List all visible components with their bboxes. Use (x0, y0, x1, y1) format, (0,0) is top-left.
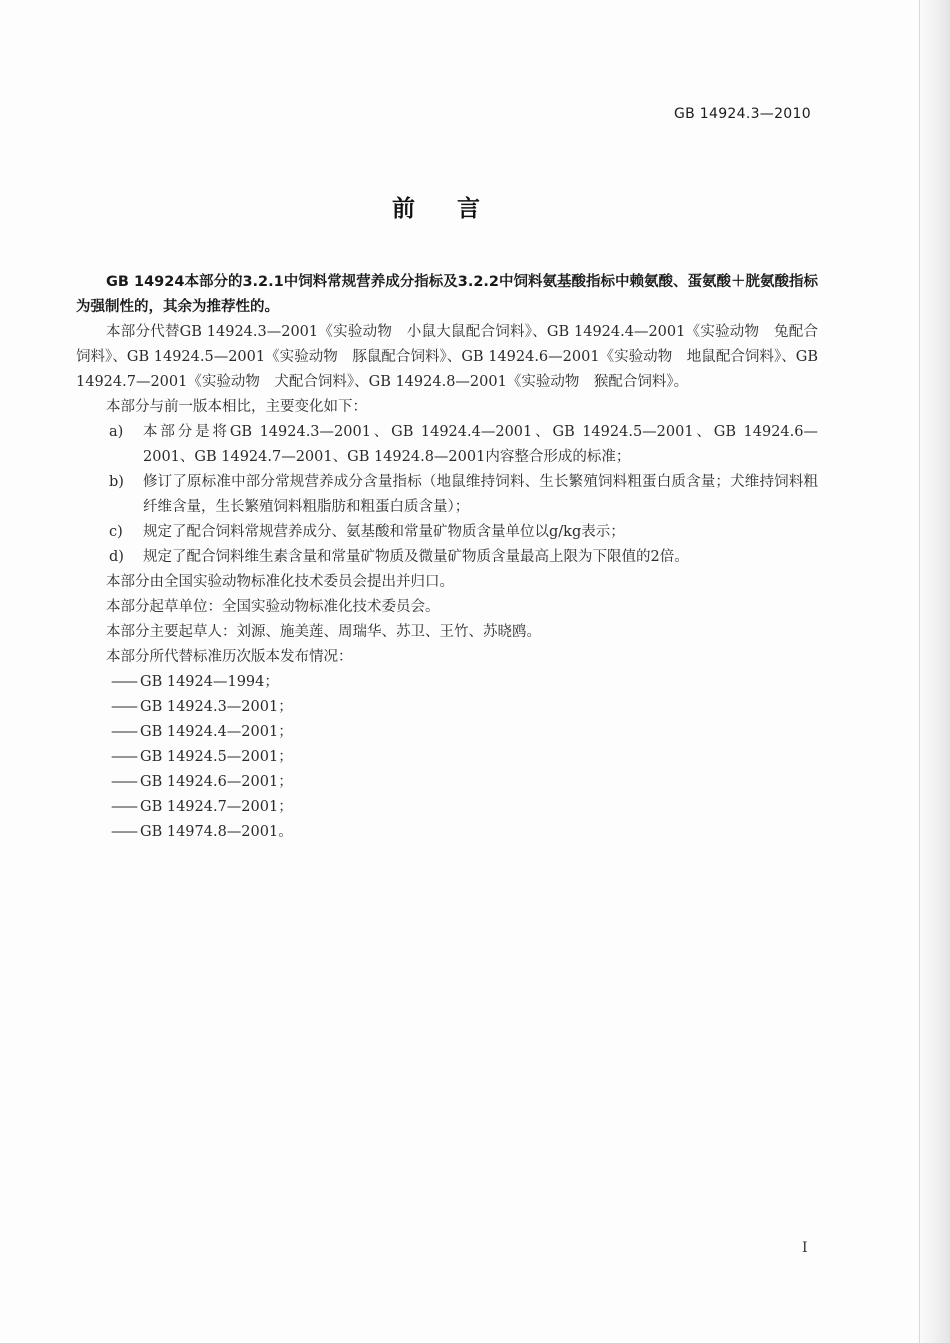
history-dash: —— (111, 749, 136, 765)
change-item-text: 修订了原标准中部分常规营养成分含量指标（地鼠维持饲料、生长繁殖饲料粗蛋白质含量；犬维持饲料粗纤维含量，生长繁殖饲料粗脂肪和粗蛋白质含量）； (143, 474, 818, 515)
history-dash: —— (111, 699, 136, 715)
paragraph-proposed: 本部分由全国实验动物标准化技术委员会提出并归口。 (106, 574, 454, 590)
history-text: GB 14924.6—2001； (140, 774, 293, 790)
page-edge-line (919, 0, 920, 1343)
change-item (76, 420, 818, 470)
change-item (76, 470, 818, 520)
history-dash: —— (111, 799, 136, 815)
history-item (111, 720, 818, 745)
change-item (76, 520, 818, 545)
change-item-label: d) (109, 549, 124, 565)
history-list (76, 670, 818, 845)
paragraph-drafting-unit: 本部分起草单位：全国实验动物标准化技术委员会。 (106, 599, 440, 615)
history-item (111, 695, 818, 720)
change-item-text: 规定了配合饲料常规营养成分、氨基酸和常量矿物质含量单位以g/kg表示； (143, 524, 625, 540)
change-item (76, 545, 818, 570)
page-edge-shadow (912, 0, 950, 1343)
page-title: 前言 (392, 196, 522, 222)
paragraph-history-intro: 本部分所代替标准历次版本发布情况： (106, 649, 353, 665)
change-item-label: a) (109, 424, 124, 440)
change-item-text: 本部分是将GB 14924.3—2001、GB 14924.4—2001、GB 14924.5—2001、GB 14924.6—2001、GB 14924.7—2001、GB 14924.8—2001内容整合形成的标准； (143, 424, 818, 465)
history-dash: —— (111, 824, 136, 840)
history-item (111, 820, 818, 845)
history-dash: —— (111, 674, 136, 690)
history-dash: —— (111, 724, 136, 740)
paragraph-replaces: 本部分代替GB 14924.3—2001《实验动物 小鼠大鼠配合饲料》、GB 14924.4—2001《实验动物 兔配合饲料》、GB 14924.5—2001《实验动物 豚鼠配合饲料》、GB 14924.6—2001《实验动物 地鼠配合饲料》、GB 14924.7—2001《实验动物 犬配合饲料》、GB 14924.8—2001《实验动物 猴配合饲料》。 (76, 324, 818, 390)
history-item (111, 670, 818, 695)
history-text: GB 14924.3—2001； (140, 699, 293, 715)
history-text: GB 14974.8—2001。 (140, 824, 293, 840)
history-text: GB 14924.4—2001； (140, 724, 293, 740)
change-item-label: c) (109, 524, 123, 540)
history-text: GB 14924—1994； (140, 674, 279, 690)
history-item (111, 795, 818, 820)
standard-code: GB 14924.3—2010 (674, 106, 811, 122)
history-dash: —— (111, 774, 136, 790)
paragraph-drafters: 本部分主要起草人：刘源、施美莲、周瑞华、苏卫、王竹、苏晓鸥。 (106, 624, 541, 640)
paragraph-mandatory: GB 14924本部分的3.2.1中饲料常规营养成分指标及3.2.2中饲料氨基酸指标中赖氨酸、蛋氨酸＋胱氨酸指标为强制性的，其余为推荐性的。 (76, 274, 819, 315)
page-number: I (802, 1240, 808, 1256)
history-text: GB 14924.7—2001； (140, 799, 293, 815)
change-item-label: b) (109, 474, 124, 490)
paragraph-changes-intro: 本部分与前一版本相比，主要变化如下： (106, 399, 367, 415)
foreword-body (76, 270, 818, 845)
changes-list (76, 420, 818, 570)
change-item-text: 规定了配合饲料维生素含量和常量矿物质及微量矿物质含量最高上限为下限值的2倍。 (143, 549, 689, 565)
history-item (111, 770, 818, 795)
history-item (111, 745, 818, 770)
history-text: GB 14924.5—2001； (140, 749, 293, 765)
